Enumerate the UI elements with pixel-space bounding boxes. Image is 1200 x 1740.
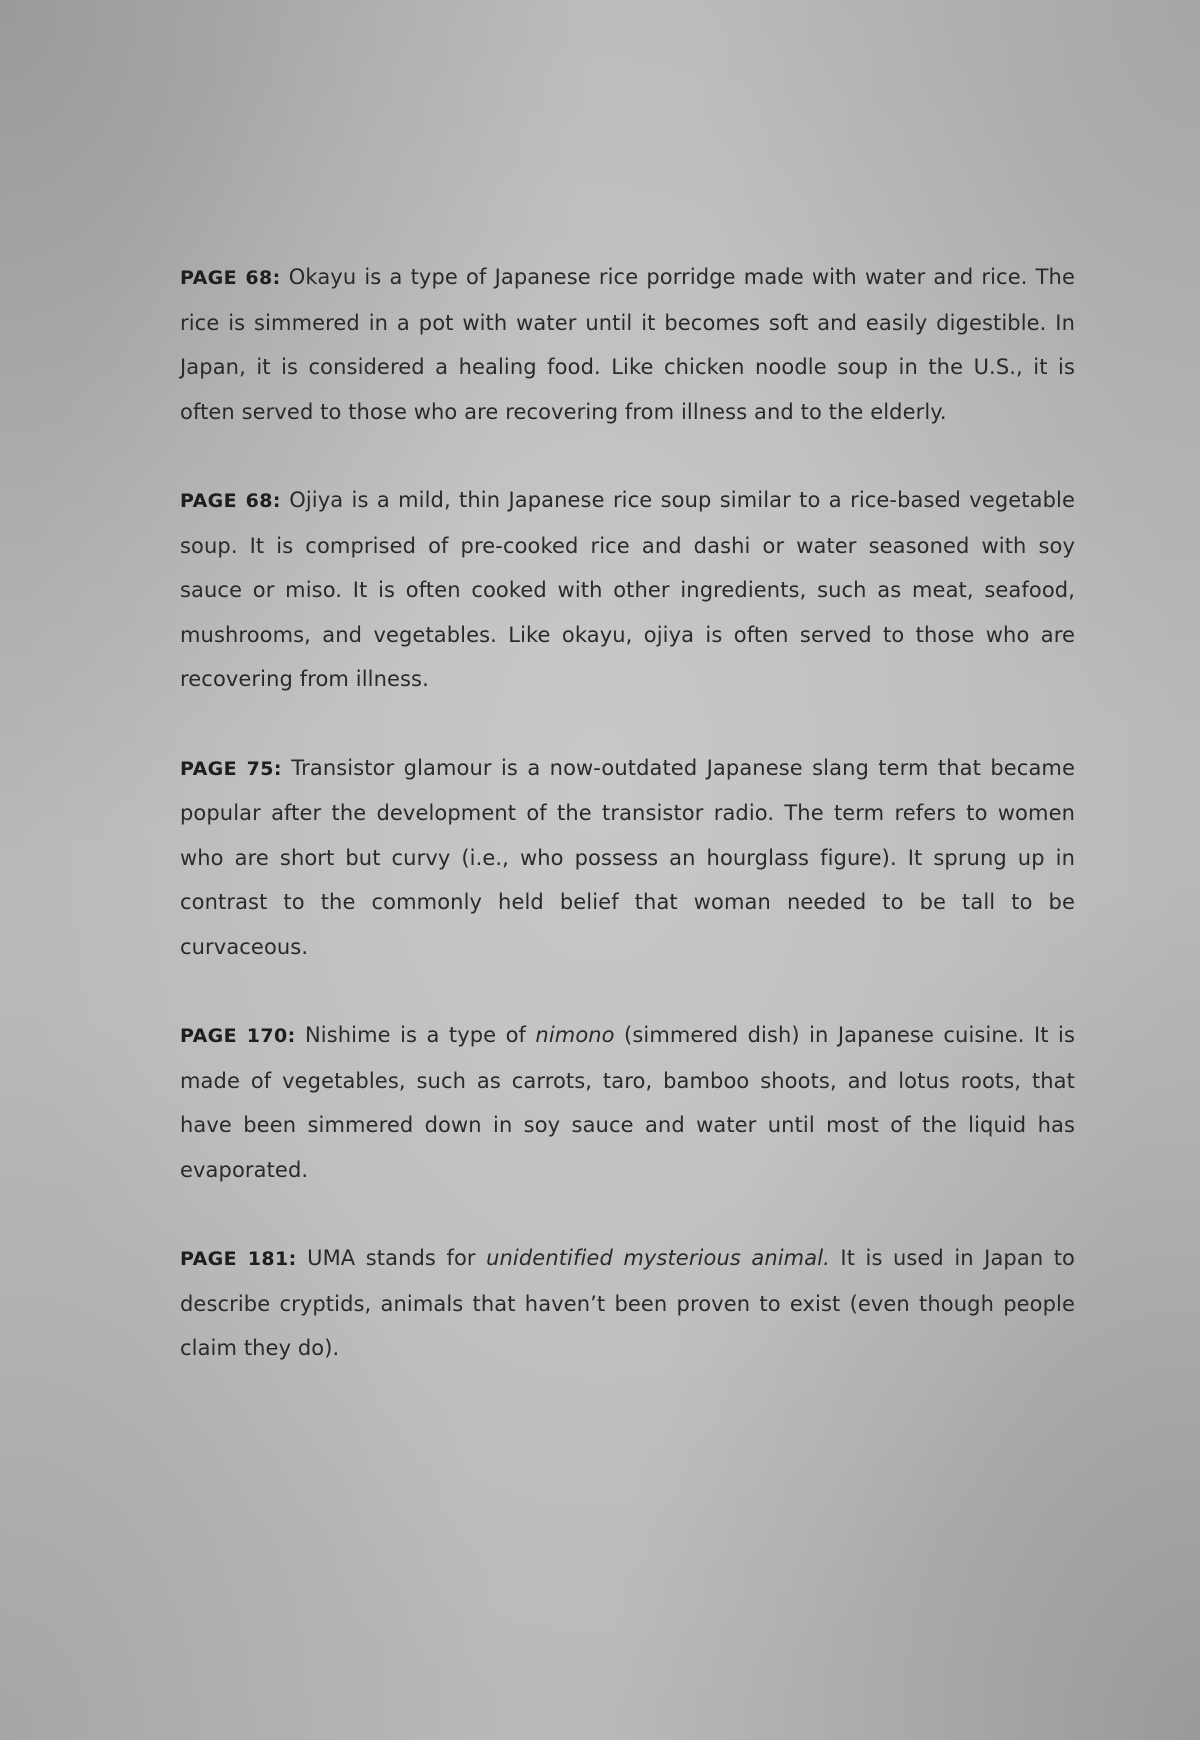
notes-list bbox=[180, 255, 1075, 1415]
note-page-75-transistor-glamour bbox=[180, 746, 1075, 970]
note-text: It is used in Japan to describe cryptids, animals that haven’t been proven to exist (even though people claim they do). bbox=[180, 1246, 1075, 1360]
note-page-68-ojiya bbox=[180, 478, 1075, 702]
note-label: PAGE 75: bbox=[180, 757, 282, 780]
note-page-170-nishime bbox=[180, 1013, 1075, 1192]
note-text: Ojiya is a mild, thin Japanese rice soup similar to a rice-based vegetable soup. It is comprised of pre-cooked rice and dashi or water seasoned with soy sauce or miso. It is often cooked with other ingredients, such as meat, seafood, mushrooms, and vegetables. Like okayu, ojiya is often served to those who are recovering from illness. bbox=[180, 488, 1075, 691]
note-text: UMA stands for bbox=[296, 1246, 487, 1270]
note-label: PAGE 68: bbox=[180, 267, 281, 289]
note-page-181-uma bbox=[180, 1236, 1075, 1371]
note-page-68-okayu bbox=[180, 255, 1075, 434]
note-label: PAGE 170: bbox=[180, 1025, 296, 1047]
note-text: Nishime is a type of bbox=[295, 1023, 536, 1047]
note-label: PAGE 181: bbox=[180, 1248, 297, 1270]
note-italic-term: nimono bbox=[535, 1023, 615, 1047]
note-italic-term: unidentified mysterious animal. bbox=[486, 1246, 830, 1270]
note-text: (simmered dish) in Japanese cuisine. It is made of vegetables, such as carrots, taro, bamboo shoots, and lotus roots, that have been simmered down in soy sauce and water until most of the liquid has evaporated. bbox=[180, 1023, 1075, 1182]
note-text: Okayu is a type of Japanese rice porridge made with water and rice. The rice is simmered in a pot with water until it becomes soft and easily digestible. In Japan, it is considered a healing food. Like chicken noodle soup in the U.S., it is often served to those who are recovering from illness and to the elderly. bbox=[180, 265, 1075, 424]
note-text: Transistor glamour is a now-outdated Japanese slang term that became popular after the development of the transistor radio. The term refers to women who are short but curvy (i.e., who possess an hourglass figure). It sprung up in contrast to the commonly held belief that woman needed to be tall to be curvaceous. bbox=[180, 755, 1075, 959]
note-label: PAGE 68: bbox=[180, 490, 281, 512]
